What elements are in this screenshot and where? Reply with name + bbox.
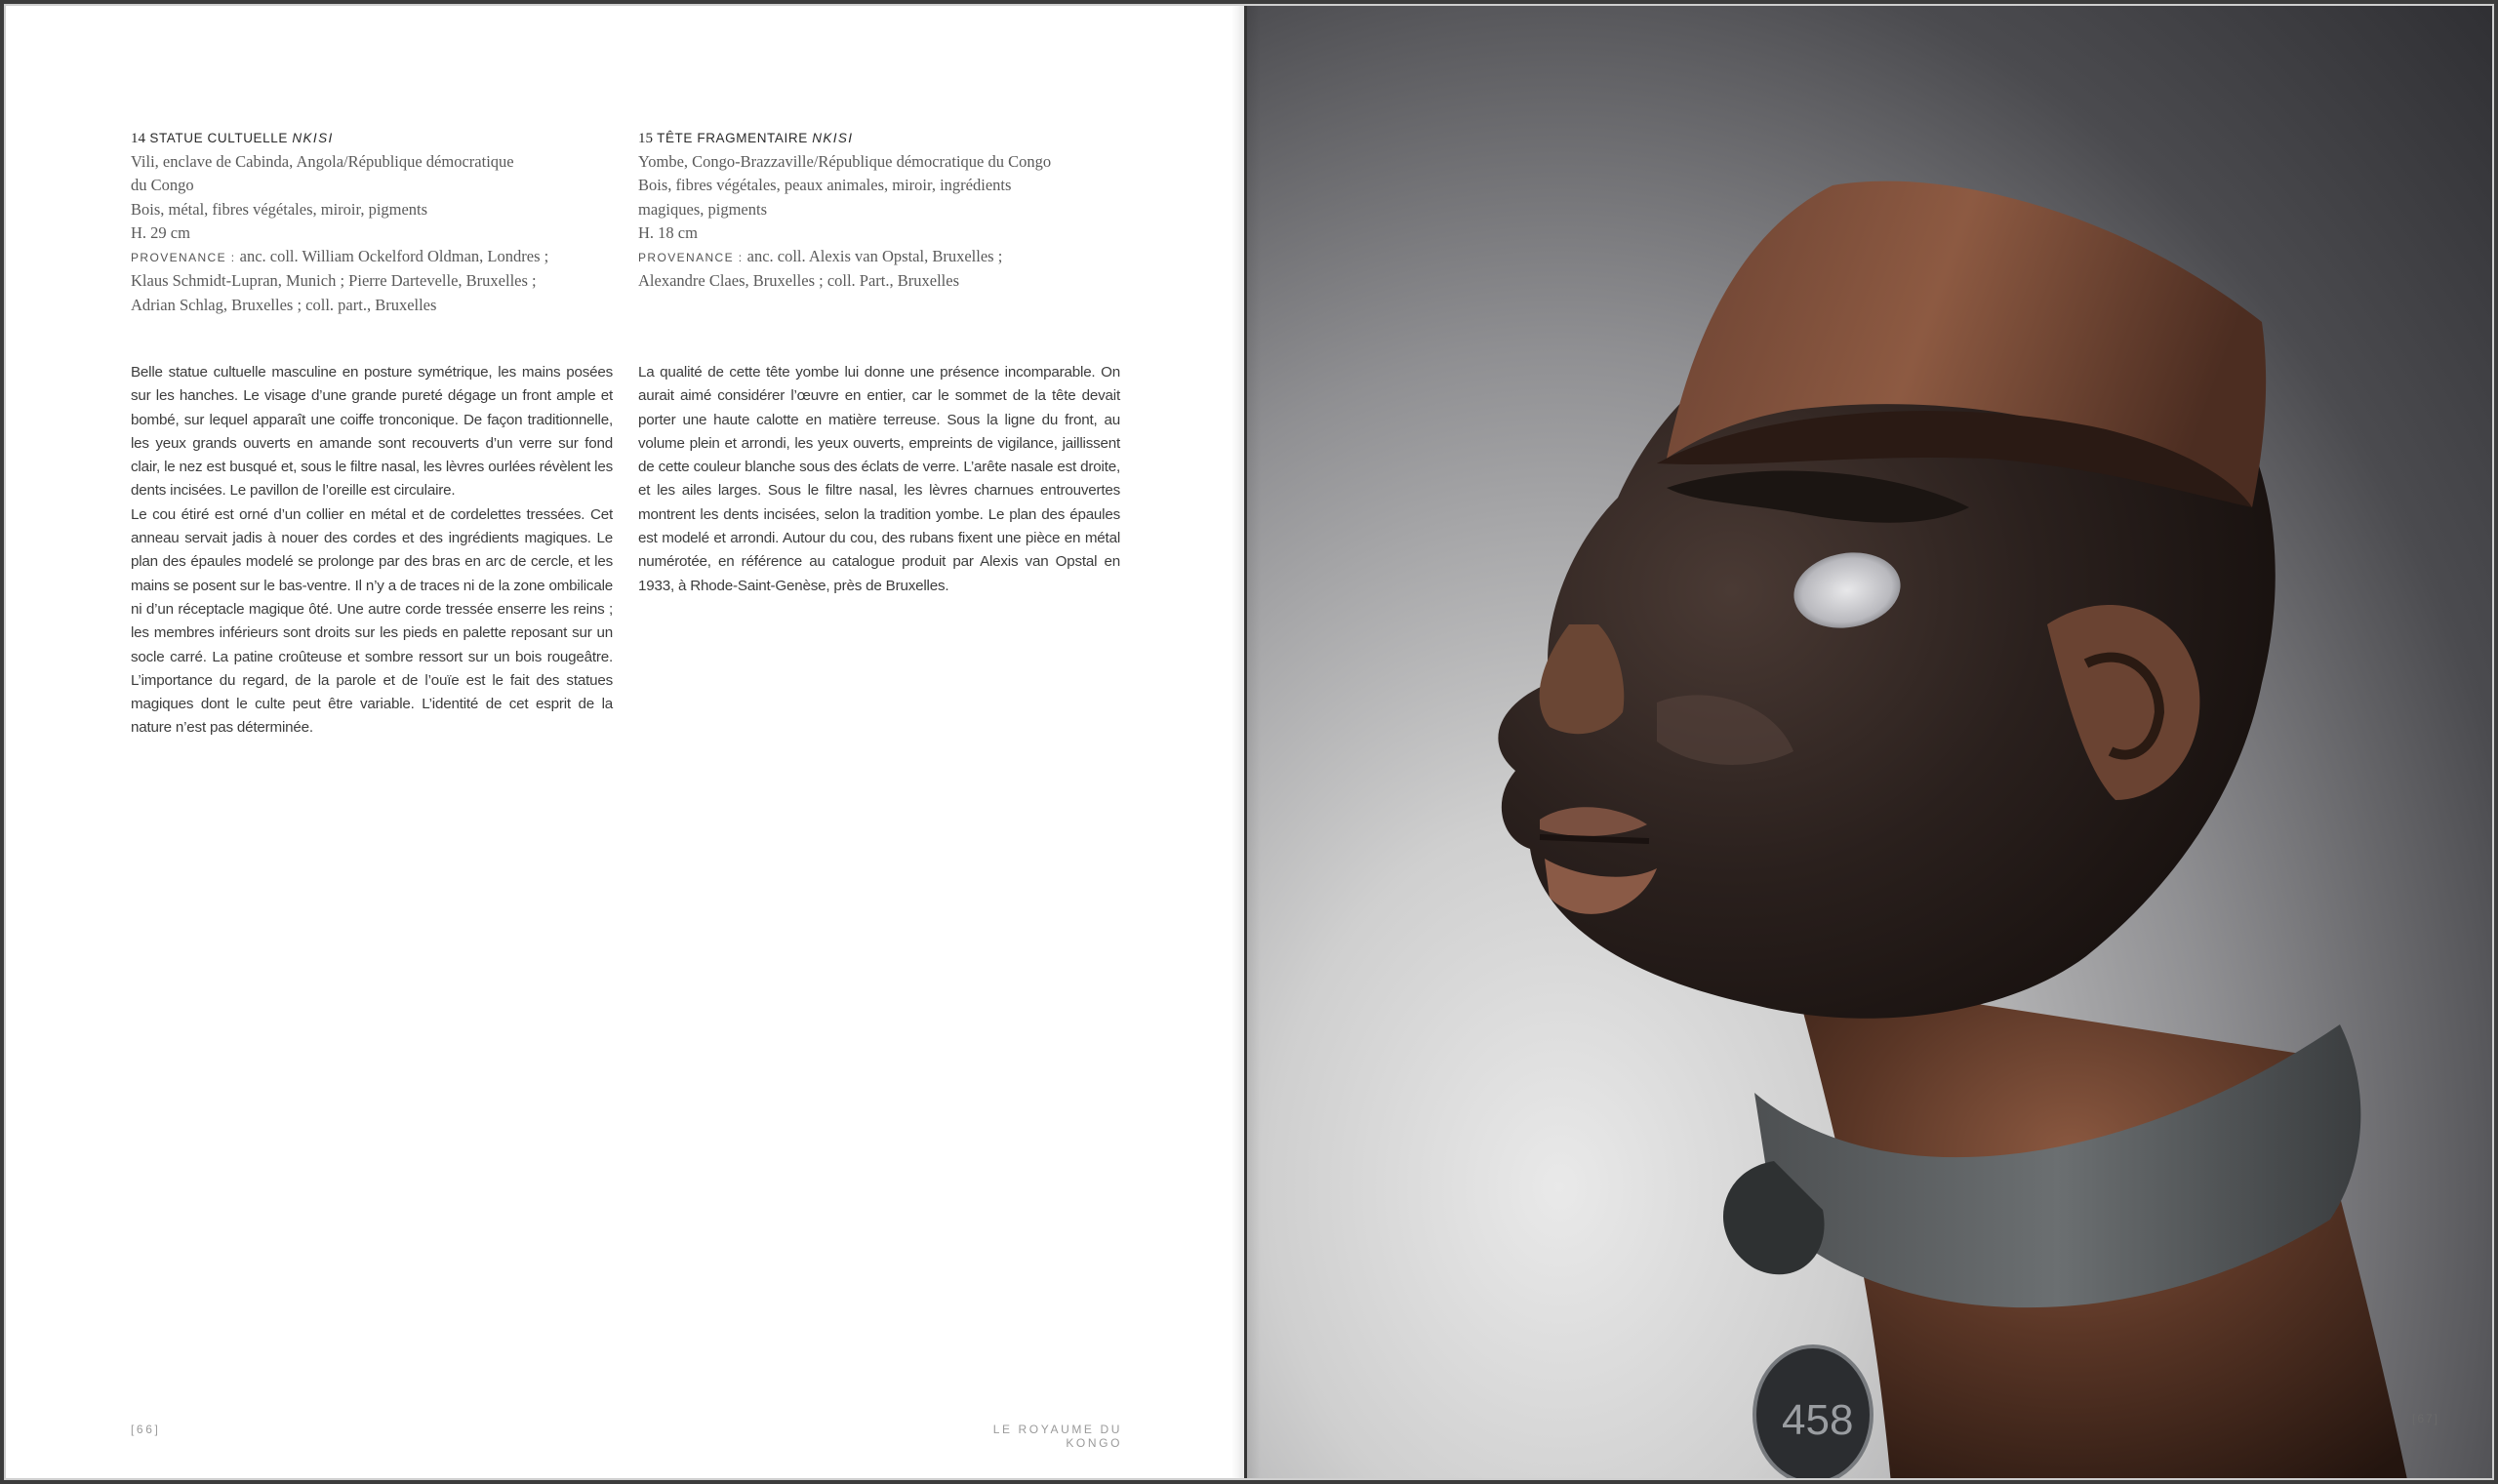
metal-tag-number: 458: [1782, 1396, 1854, 1444]
entry-15-provenance-line-1: [638, 245, 1120, 269]
entry-14-description: [131, 361, 613, 741]
entry-14-title: [131, 127, 613, 150]
page-number-left: [66]: [131, 1423, 161, 1436]
entry-15-height: H. 18 cm: [638, 222, 698, 242]
entry-14-origin-1: Vili, enclave de Cabinda, Angola/République démocratique: [131, 152, 514, 171]
entry-14-provenance-1: anc. coll. William Ockelford Oldman, Londres ;: [239, 247, 549, 266]
entry-15-provenance-label: PROVENANCE :: [638, 251, 744, 265]
entry-14-materials: Bois, métal, fibres végétales, miroir, pigments: [131, 199, 428, 219]
entry-14-number: 14: [131, 131, 145, 146]
entry-15-provenance-2: Alexandre Claes, Bruxelles ; coll. Part., Bruxelles: [638, 271, 960, 291]
entry-15-paragraph-1: La qualité de cette tête yombe lui donne une présence incomparable. On aurait aimé considérer l’œuvre en entier, car le sommet de la tête devait porter une haute calotte en matière terreuse. Sous la ligne du front, au volume plein et arrondi, les yeux ouverts, empreints de vigilance, jaillissent de cette couleur blanche sous des éclats de verre. L’arête nasale est droite, et les ailes larges. Sous le filtre nasal, les lèvres charnues entrouvertes montrent les dents incisées, selon la tradition yombe. Le plan des épaules est modelé et arrondi. Autour du cou, des rubans fixent une pièce en métal numérotée, en référence au catalogue produit par Alexis van Opstal en 1933, à Rhode-Saint-Genèse, près de Bruxelles.: [638, 364, 1120, 594]
nkisi-head-photograph: [1247, 0, 2498, 1484]
entry-15-header: [638, 127, 1120, 294]
running-head: LE ROYAUME DU KONGO: [992, 1423, 1122, 1450]
entry-15-origin-1: Yombe, Congo-Brazzaville/République démocratique du Congo: [638, 152, 1052, 171]
entry-15-provenance-1: anc. coll. Alexis van Opstal, Bruxelles ;: [746, 247, 1003, 266]
entry-14-height: H. 29 cm: [131, 222, 190, 242]
entry-14-paragraph-2: Le cou étiré est orné d’un collier en métal et de cordelettes tressées. Cet anneau servait jadis à nouer des cordes et des ingrédients magiques. Le plan des épaules modelé se prolonge par des bras en arc de cercle, et les mains se posent sur le bas-ventre. Il n’y a de traces ni de la zone ombilicale ni d’un réceptacle magique ôté. Une autre corde tressée enserre les reins ; les membres inférieurs sont droits sur les pieds en palette reposant sur un socle carré. La patine croûteuse et sombre ressort sur un bois rougeâtre. L’importance du regard, de la parole et de l’ouïe est le fait des statues magiques dont le culte peut être variable. L’identité de cet esprit de la nature n’est pas déterminée.: [131, 505, 613, 737]
entry-15-title: [638, 127, 1120, 150]
entry-14-header: [131, 127, 613, 317]
teeth-line: [1540, 837, 1649, 841]
left-page: [0, 0, 1247, 1484]
entry-15-description: [638, 361, 1120, 598]
entry-15-materials-1: Bois, fibres végétales, peaux animales, miroir, ingrédients: [638, 176, 1012, 195]
entry-14-paragraph-1: Belle statue cultuelle masculine en posture symétrique, les mains posées sur les hanches. Le visage d’une grande pureté dégage un front ample et bombé, sur lequel apparaît une coiffe tronconique. De façon traditionnelle, les yeux grands ouverts en amande sont recouverts d’un verre sur fond clair, le nez est busqué et, sous le filtre nasal, les lèvres ourlées révèlent les dents incisées. Le pavillon de l’oreille est circulaire.: [131, 364, 613, 500]
entry-14-title-italic: NKISI: [292, 131, 334, 145]
entry-14-provenance-line-1: [131, 245, 613, 269]
entry-15-title-italic: NKISI: [812, 131, 854, 145]
entry-15-title-text: TÊTE FRAGMENTAIRE: [657, 131, 808, 145]
entry-15-materials-2: magiques, pigments: [638, 199, 767, 219]
entry-14-title-text: STATUE CULTUELLE: [149, 131, 288, 145]
entry-14-provenance-2: Klaus Schmidt-Lupran, Munich ; Pierre Dartevelle, Bruxelles ;: [131, 271, 537, 291]
entry-14-provenance-3: Adrian Schlag, Bruxelles ; coll. part., Bruxelles: [131, 295, 437, 314]
gutter-shadow: [1231, 0, 1261, 1484]
page-number-right: [67]: [2412, 1412, 2440, 1425]
entry-15-number: 15: [638, 131, 653, 146]
entry-14-origin-2: du Congo: [131, 176, 194, 195]
entry-14-provenance-label: PROVENANCE :: [131, 251, 236, 265]
